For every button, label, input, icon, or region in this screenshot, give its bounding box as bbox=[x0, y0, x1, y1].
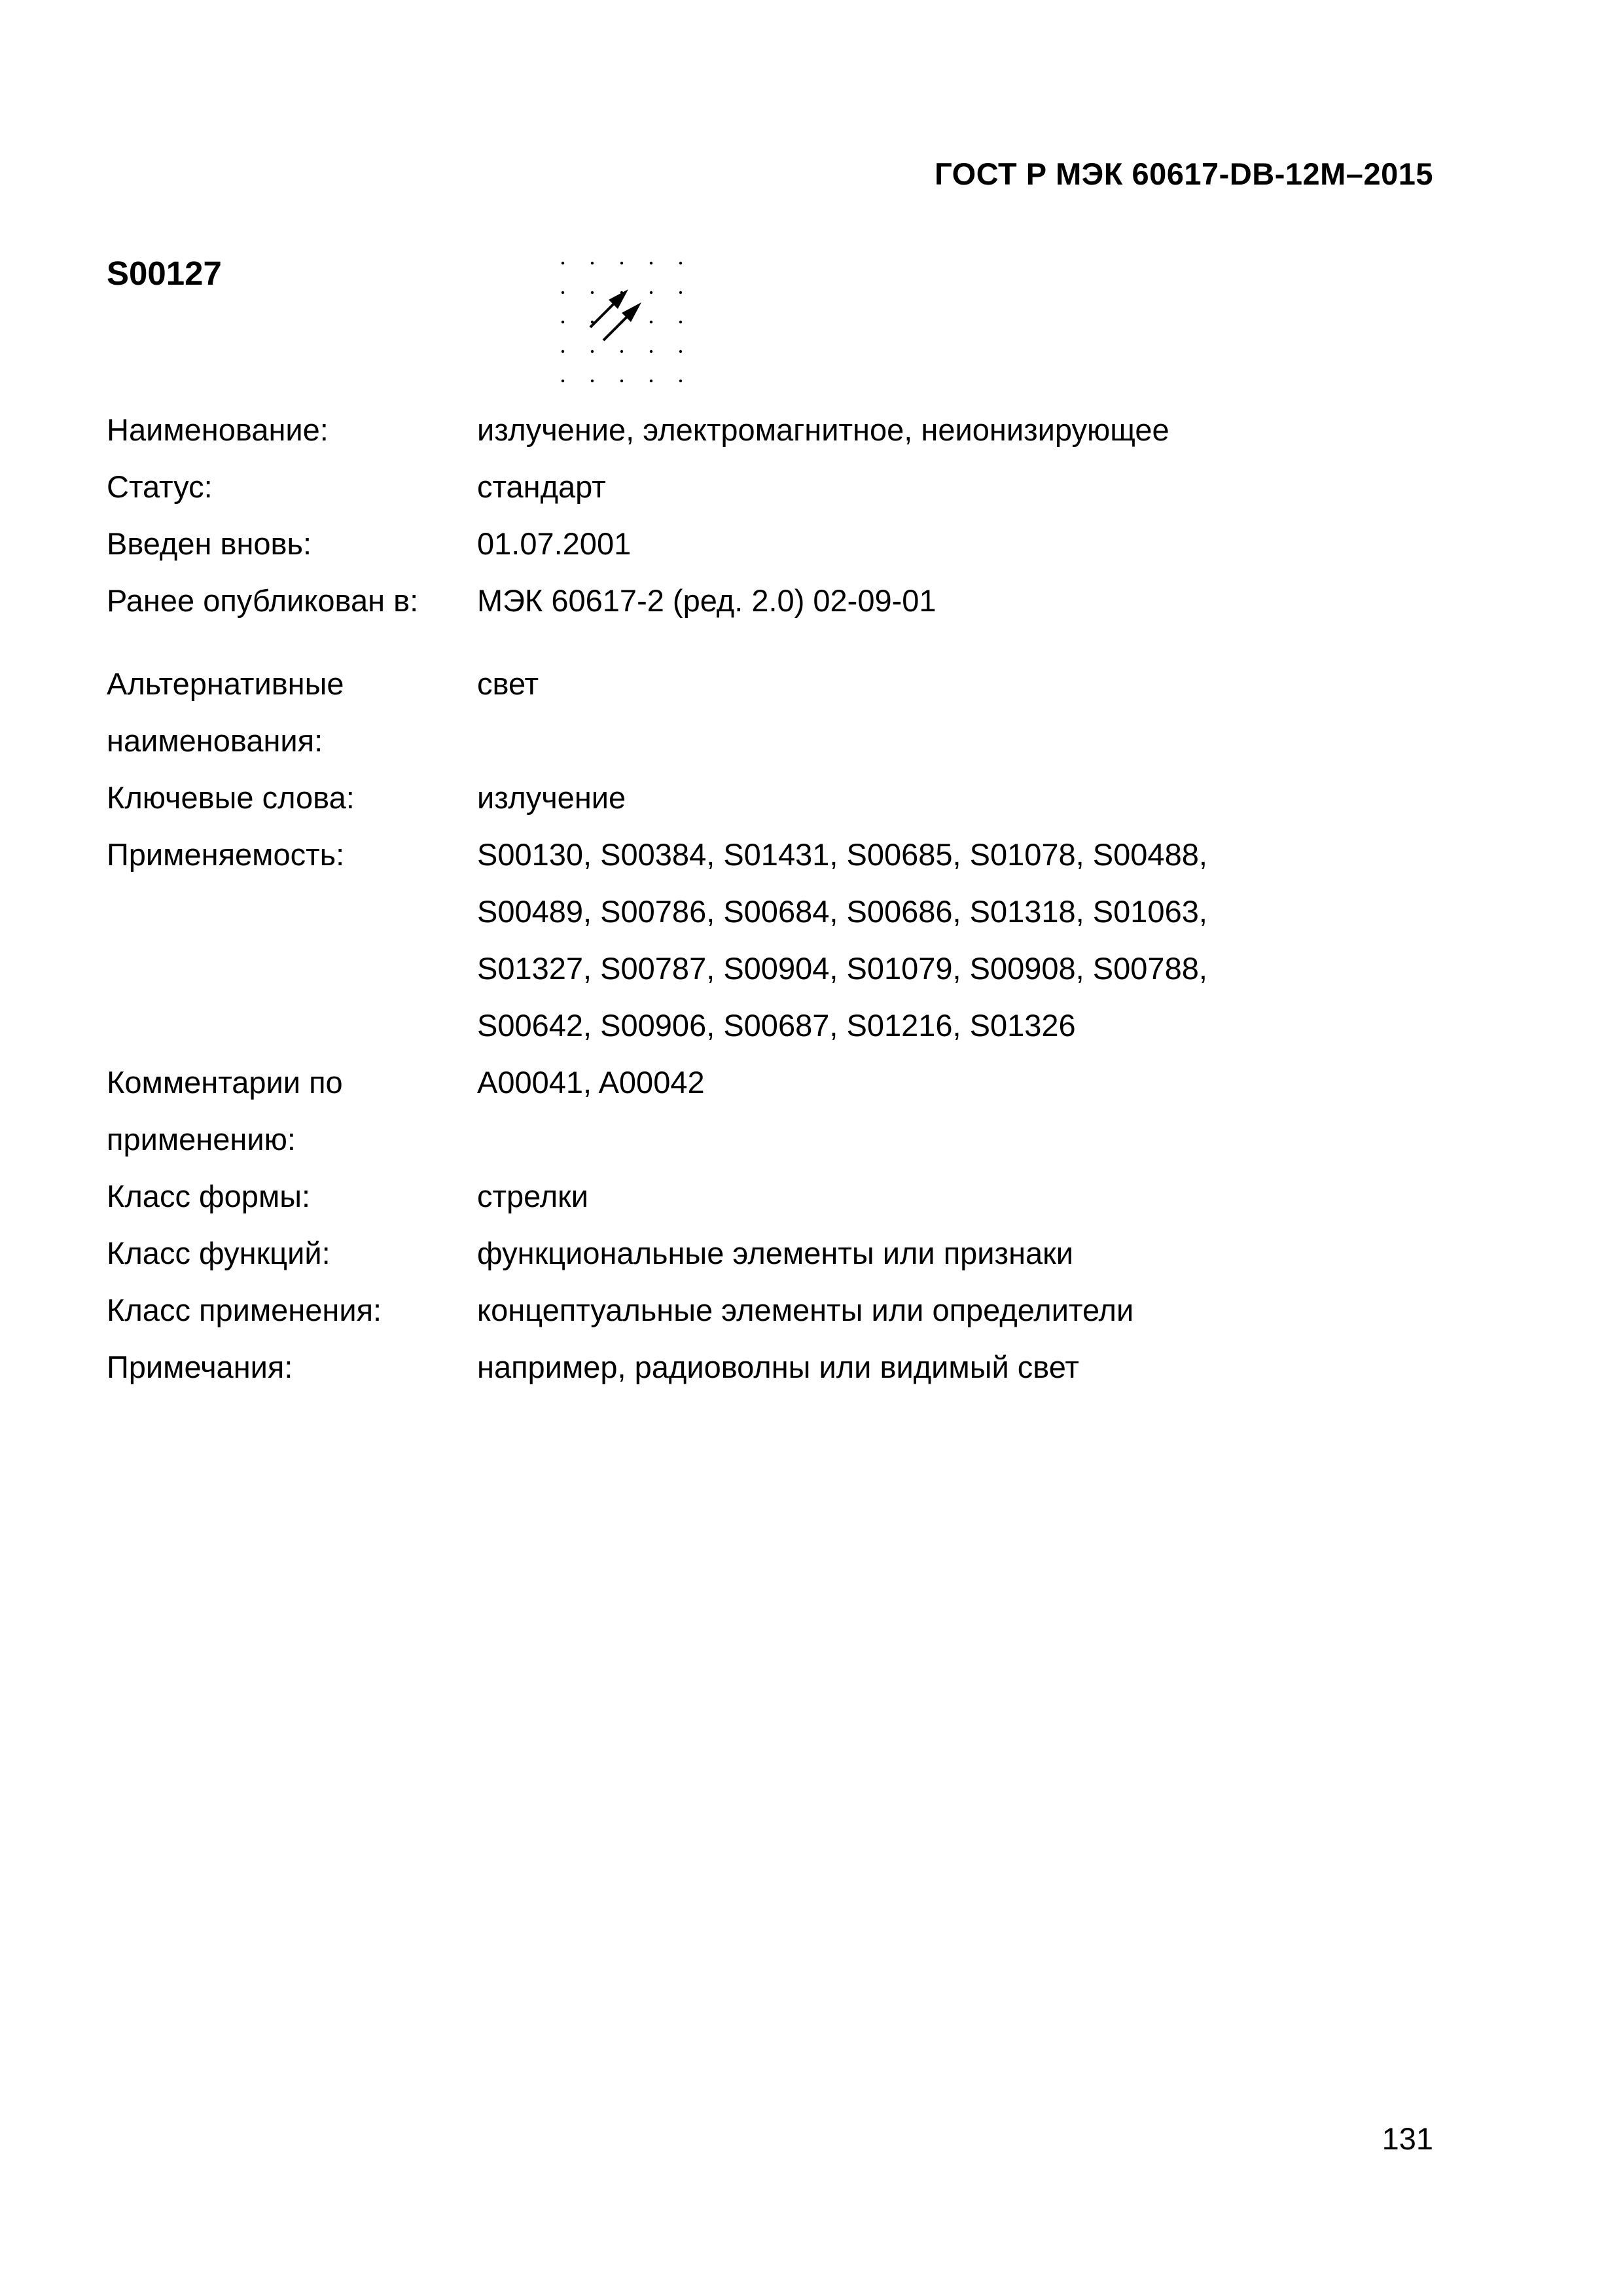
prop-label: Класс формы: bbox=[107, 1179, 311, 1213]
applicability-line: S00130, S00384, S01431, S00685, S01078, S00488, bbox=[477, 837, 1207, 872]
prop-name bbox=[107, 401, 1448, 458]
prop-label: Наименование: bbox=[107, 412, 329, 447]
prop-label-line: применению: bbox=[107, 1122, 296, 1157]
prop-value: 01.07.2001 bbox=[477, 526, 632, 561]
prop-value: стандарт bbox=[477, 469, 606, 504]
symbol-code: S00127 bbox=[107, 255, 222, 292]
prop-label: Класс применения: bbox=[107, 1293, 382, 1327]
prop-label: Введен вновь: bbox=[107, 526, 312, 561]
prop-label: Класс функций: bbox=[107, 1236, 330, 1270]
applicability-line: S01327, S00787, S00904, S01079, S00908, S00788, bbox=[477, 951, 1207, 986]
applicability-line: S00489, S00786, S00684, S00686, S01318, S01063, bbox=[477, 894, 1207, 929]
prop-label: Применяемость: bbox=[107, 837, 345, 872]
prop-label bbox=[107, 1054, 477, 1168]
properties-table bbox=[107, 401, 1448, 1395]
prop-value bbox=[477, 826, 1448, 1054]
applicability-line: S00642, S00906, S00687, S01216, S01326 bbox=[477, 1008, 1076, 1043]
prop-label-line: наименования: bbox=[107, 723, 323, 758]
prop-label-line: Альтернативные bbox=[107, 666, 344, 701]
prop-comments bbox=[107, 1054, 1448, 1168]
prop-introduced bbox=[107, 515, 1448, 572]
prop-label: Ранее опубликован в: bbox=[107, 583, 419, 618]
prop-shape-class bbox=[107, 1168, 1448, 1225]
prop-notes bbox=[107, 1338, 1448, 1395]
prop-alternative-names bbox=[107, 655, 1448, 769]
prop-status bbox=[107, 458, 1448, 515]
prop-label: Примечания: bbox=[107, 1350, 293, 1384]
radiation-arrows-icon bbox=[550, 250, 694, 394]
prop-value: A00041, A00042 bbox=[477, 1065, 705, 1100]
standard-header: ГОСТ Р МЭК 60617-DB-12M–2015 bbox=[935, 156, 1433, 191]
page-number: 131 bbox=[1382, 2121, 1433, 2156]
prop-label: Ключевые слова: bbox=[107, 780, 355, 815]
prop-label bbox=[107, 655, 477, 769]
prop-label-line: Комментарии по bbox=[107, 1065, 343, 1100]
prop-value: стрелки bbox=[477, 1179, 588, 1213]
prop-applicability bbox=[107, 826, 1448, 1054]
prop-value: излучение bbox=[477, 780, 626, 815]
prop-keywords bbox=[107, 769, 1448, 826]
prop-published bbox=[107, 572, 1448, 629]
prop-value: излучение, электромагнитное, неионизирующее bbox=[477, 412, 1169, 447]
prop-value: концептуальные элементы или определители bbox=[477, 1293, 1134, 1327]
prop-value: функциональные элементы или признаки bbox=[477, 1236, 1073, 1270]
prop-application-class bbox=[107, 1282, 1448, 1338]
prop-value: например, радиоволны или видимый свет bbox=[477, 1350, 1079, 1384]
prop-label: Статус: bbox=[107, 469, 213, 504]
prop-value: свет bbox=[477, 666, 539, 701]
prop-value: МЭК 60617-2 (ред. 2.0) 02-09-01 bbox=[477, 583, 936, 618]
prop-function-class bbox=[107, 1225, 1448, 1282]
